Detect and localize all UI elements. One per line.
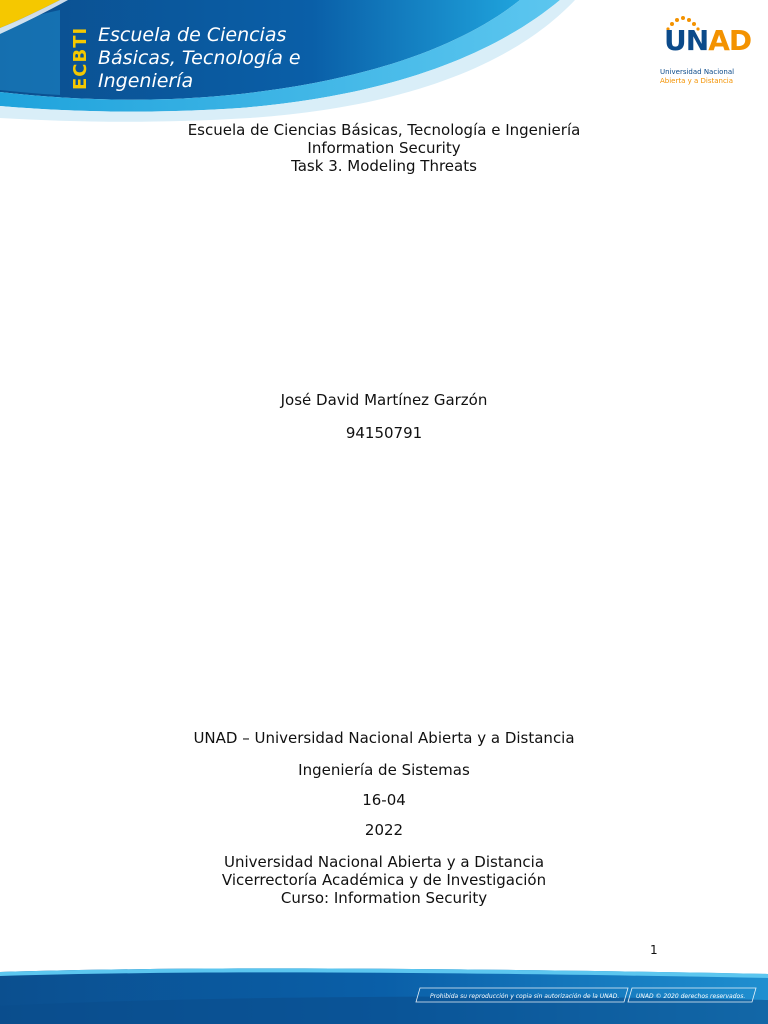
- university-name: UNAD – Universidad Nacional Abierta y a Distancia: [193, 729, 575, 747]
- unad-subtitle-2: Abierta y a Distancia: [660, 77, 734, 85]
- author-name-block: [0, 391, 768, 409]
- year-block: [0, 821, 768, 839]
- title-line: Information Security: [307, 139, 461, 157]
- unad-logo: [656, 16, 752, 88]
- unad-wordmark: UNAD: [664, 24, 752, 57]
- university-block: [0, 729, 768, 747]
- footer-line: Universidad Nacional Abierta y a Distancia: [223, 853, 545, 871]
- document-title-block: [0, 121, 768, 175]
- footer-line: Curso: Information Security: [280, 889, 488, 907]
- title-line: Escuela de Ciencias Básicas, Tecnología e Ingeniería: [187, 121, 581, 139]
- school-title-line: Básicas, Tecnología e: [98, 47, 301, 69]
- school-title: [98, 24, 301, 93]
- copyright-notice: Prohibida su reproducción y copia sin autorización de la UNAD.: [430, 993, 620, 1000]
- year-text: 2022: [364, 821, 404, 839]
- footer-line: Vicerrectoría Académica y de Investigación: [221, 871, 547, 889]
- author-id-block: [0, 424, 768, 442]
- author-name: José David Martínez Garzón: [280, 391, 488, 409]
- page-number: 1: [650, 943, 658, 957]
- institution-footer-block: [0, 853, 768, 907]
- program-name: Ingeniería de Sistemas: [298, 761, 470, 779]
- author-id: 94150791: [345, 424, 423, 442]
- ecbti-label: ECBTI: [70, 26, 91, 90]
- school-title-line: Escuela de Ciencias: [98, 24, 287, 46]
- school-title-line: Ingeniería: [98, 70, 194, 92]
- program-block: [0, 761, 768, 779]
- unad-subtitle-1: Universidad Nacional: [660, 68, 735, 76]
- rights-notice: UNAD © 2020 derechos reservados.: [636, 993, 746, 1000]
- title-line: Task 3. Modeling Threats: [291, 157, 477, 175]
- date-block: [0, 791, 768, 809]
- date-text: 16-04: [362, 791, 406, 809]
